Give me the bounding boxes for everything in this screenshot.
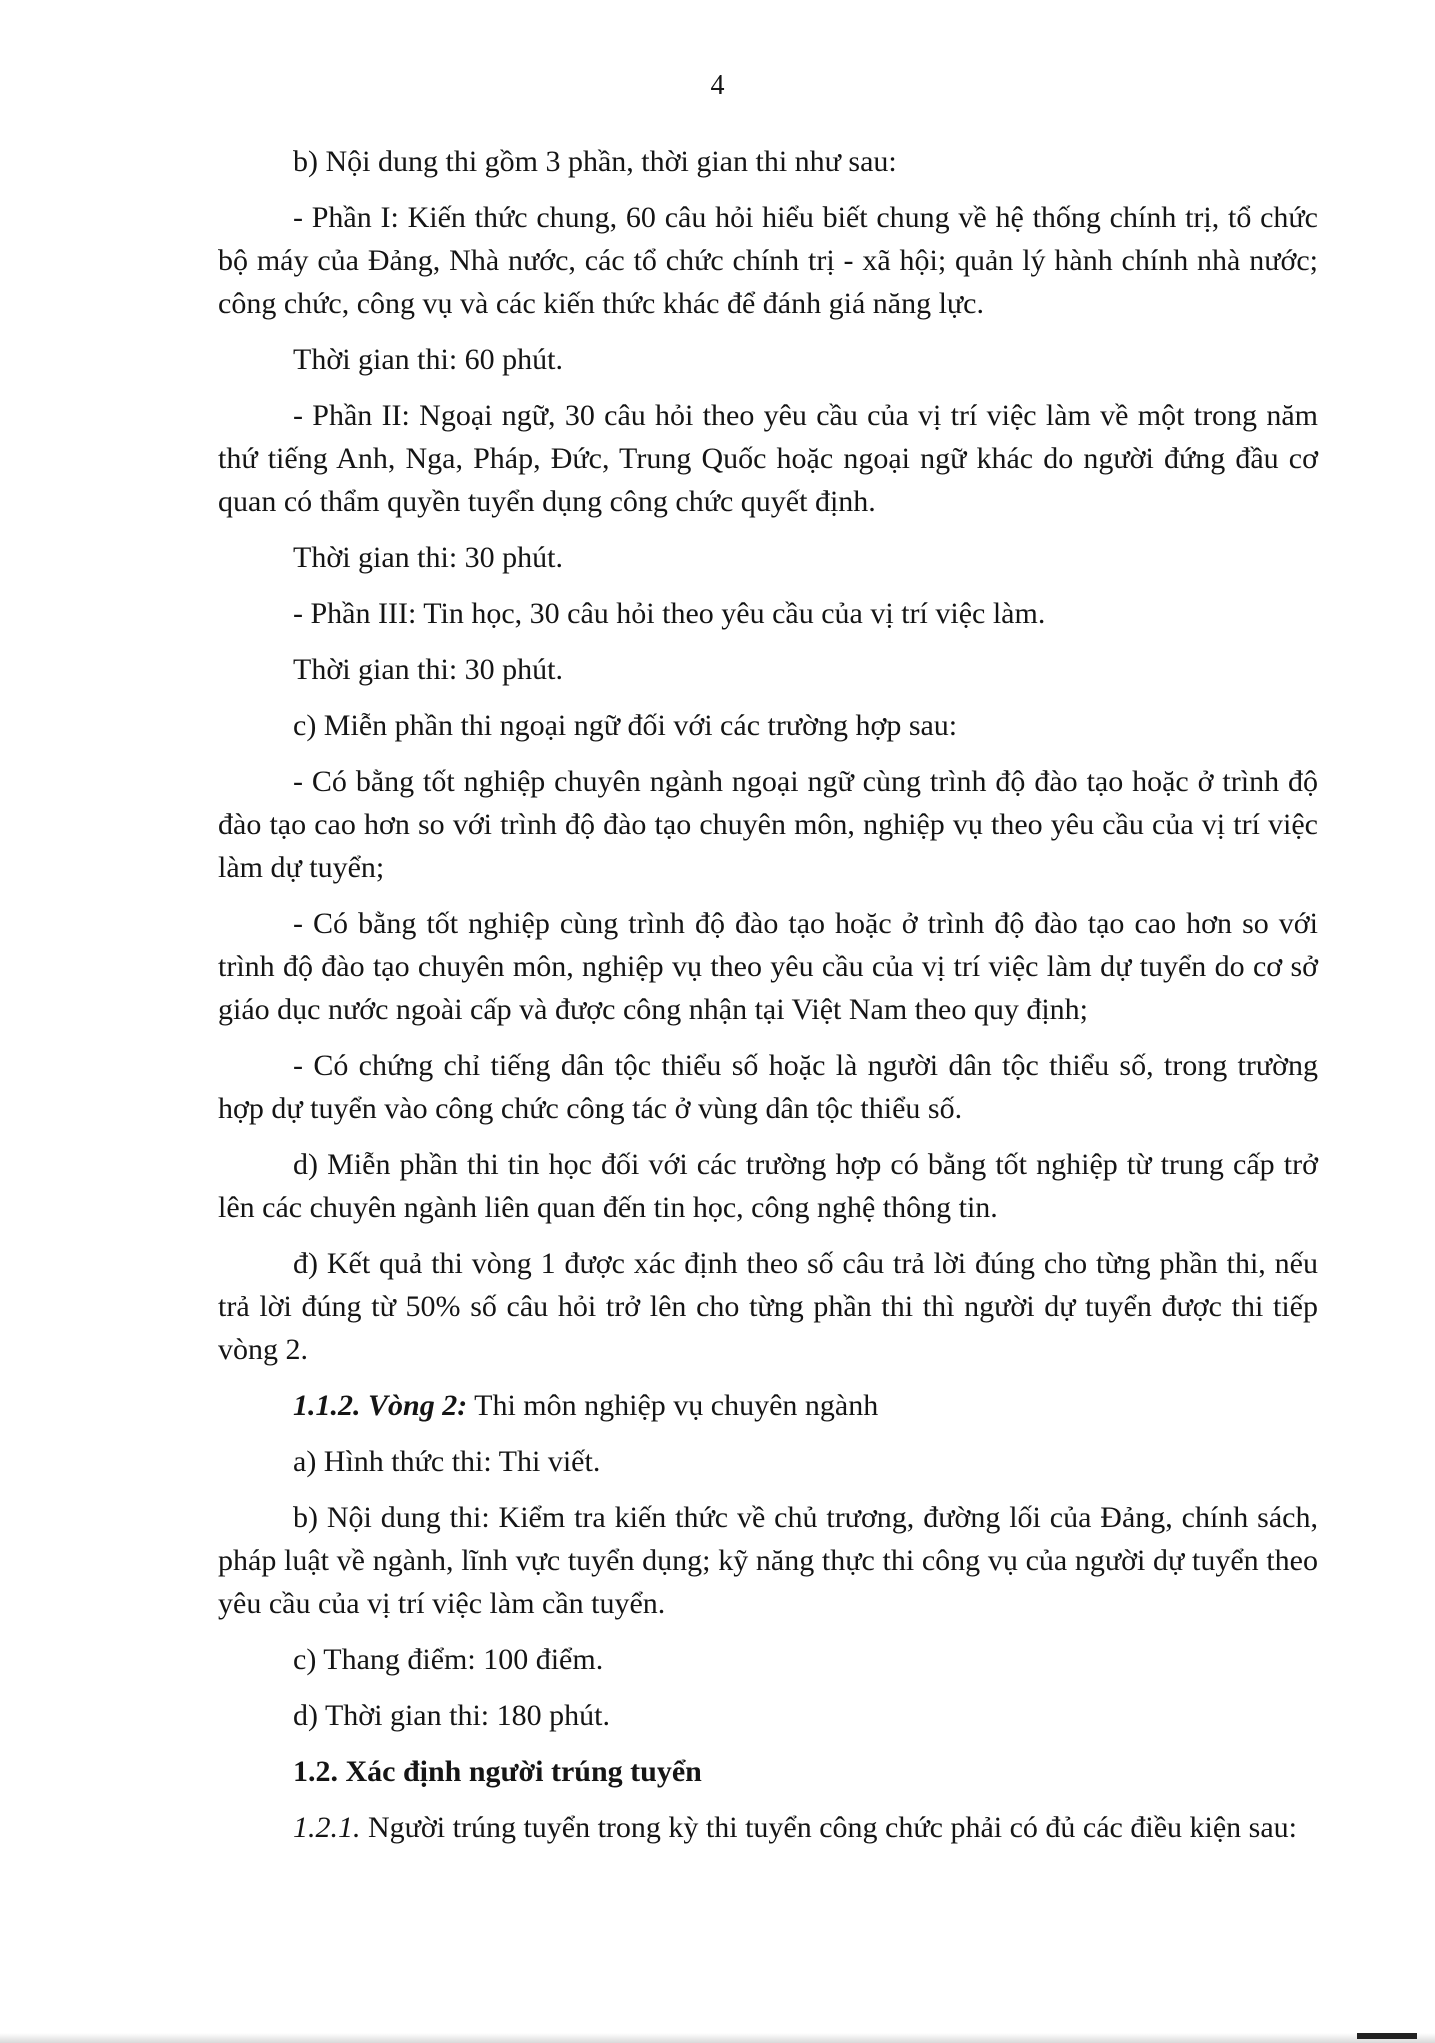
document-body bbox=[218, 140, 1318, 1862]
paragraph: a) Hình thức thi: Thi viết. bbox=[293, 1445, 601, 1478]
paragraph: Thời gian thi: 30 phút. bbox=[293, 653, 564, 686]
sub-text: Người trúng tuyển trong kỳ thi tuyển công chức phải có đủ các điều kiện sau: bbox=[360, 1811, 1297, 1844]
paragraph: - Có bằng tốt nghiệp chuyên ngành ngoại ngữ cùng trình độ đào tạo hoặc ở trình độ đào tạo cao hơn so với trình độ đào tạo chuyên môn, nghiệp vụ theo yêu cầu của vị trí việc làm dự tuyển; bbox=[218, 765, 1318, 884]
section-heading-vong-2 bbox=[218, 1384, 1318, 1427]
paragraph: b) Nội dung thi gồm 3 phần, thời gian thi như sau: bbox=[293, 145, 897, 178]
section-paragraph-1-2-1 bbox=[218, 1806, 1318, 1849]
page-number: 4 bbox=[710, 70, 725, 101]
paragraph: - Phần II: Ngoại ngữ, 30 câu hỏi theo yêu cầu của vị trí việc làm về một trong năm thứ tiếng Anh, Nga, Pháp, Đức, Trung Quốc hoặc ngoại ngữ khác do người đứng đầu cơ quan có thẩm quyền tuyển dụng công chức quyết định. bbox=[218, 399, 1318, 518]
scan-mark bbox=[1357, 2033, 1417, 2039]
paragraph: đ) Kết quả thi vòng 1 được xác định theo số câu trả lời đúng cho từng phần thi, nếu trả lời đúng từ 50% số câu hỏi trở lên cho từng phần thi thì người dự tuyển được thi tiếp vòng 2. bbox=[218, 1247, 1318, 1366]
section-heading-1-2: 1.2. Xác định người trúng tuyển bbox=[293, 1755, 702, 1788]
paragraph: - Phần III: Tin học, 30 câu hỏi theo yêu cầu của vị trí việc làm. bbox=[293, 597, 1046, 630]
paragraph: b) Nội dung thi: Kiểm tra kiến thức về chủ trương, đường lối của Đảng, chính sách, pháp luật về ngành, lĩnh vực tuyển dụng; kỹ năng thực thi công vụ của người dự tuyển theo yêu cầu của vị trí việc làm cần tuyển. bbox=[218, 1501, 1318, 1620]
paragraph: - Có chứng chỉ tiếng dân tộc thiểu số hoặc là người dân tộc thiểu số, trong trường hợp dự tuyển vào công chức công tác ở vùng dân tộc thiểu số. bbox=[218, 1049, 1318, 1125]
scan-edge bbox=[0, 2033, 1435, 2043]
paragraph: Thời gian thi: 60 phút. bbox=[293, 343, 564, 376]
paragraph: - Có bằng tốt nghiệp cùng trình độ đào tạo hoặc ở trình độ đào tạo cao hơn so với trình độ đào tạo chuyên môn, nghiệp vụ theo yêu cầu của vị trí việc làm dự tuyển do cơ sở giáo dục nước ngoài cấp và được công nhận tại Việt Nam theo quy định; bbox=[218, 907, 1318, 1026]
paragraph: - Phần I: Kiến thức chung, 60 câu hỏi hiểu biết chung về hệ thống chính trị, tổ chức bộ máy của Đảng, Nhà nước, các tổ chức chính trị - xã hội; quản lý hành chính nhà nước; công chức, công vụ và các kiến thức khác để đánh giá năng lực. bbox=[218, 201, 1318, 320]
paragraph: d) Miễn phần thi tin học đối với các trường hợp có bằng tốt nghiệp từ trung cấp trở lên các chuyên ngành liên quan đến tin học, công nghệ thông tin. bbox=[218, 1148, 1318, 1224]
paragraph: c) Miễn phần thi ngoại ngữ đối với các trường hợp sau: bbox=[293, 709, 958, 742]
heading-text: Thi môn nghiệp vụ chuyên ngành bbox=[467, 1389, 879, 1422]
sub-number: 1.2.1. bbox=[293, 1811, 361, 1844]
heading-number: 1.1.2. Vòng 2: bbox=[293, 1389, 468, 1422]
paragraph: Thời gian thi: 30 phút. bbox=[293, 541, 564, 574]
paragraph: d) Thời gian thi: 180 phút. bbox=[293, 1699, 610, 1732]
paragraph: c) Thang điểm: 100 điểm. bbox=[293, 1643, 604, 1676]
